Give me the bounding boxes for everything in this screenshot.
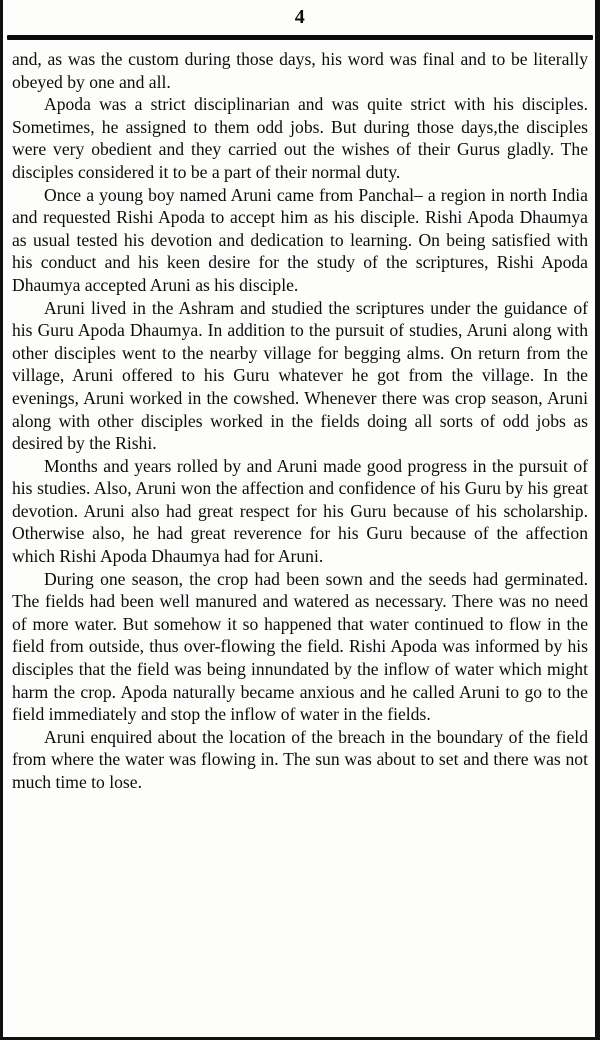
scan-edge-left [0,0,3,1040]
page-header [0,0,600,40]
body-text [0,40,600,794]
paragraph: and, as was the custom during those days, his word was final and to be literally obeyed by one and all. [12,49,588,92]
paragraph: Aruni lived in the Ashram and studied the scriptures under the guidance of his Guru Apoda Dhaumya. In addition to the pursuit of studies, Aruni along with other disciples went to the nearby village for begging alms. On return from the village, Aruni offered to his Guru whatever he got from the village. In the evenings, Aruni worked in the cowshed. Whenever there was crop season, Aruni along with other disciples worked in the fields doing all sorts of odd jobs as desired by the Rishi. [12,297,588,454]
paragraph: Apoda was a strict disciplinarian and was quite strict with his disciples. Sometimes, he assigned to them odd jobs. But during those days,the disciples were very obedient and they carried out the wishes of their Gurus gladly. The disciples considered it to be a part of their normal duty. [12,94,588,182]
paragraph: Once a young boy named Aruni came from Panchal– a region in north India and requested Rishi Apoda to accept him as his disciple. Rishi Apoda Dhaumya as usual tested his devotion and dedication to learning. On being satisfied with his conduct and his keen desire for the study of the scriptures, Rishi Apoda Dhaumya accepted Aruni as his disciple. [12,184,588,295]
paragraph: During one season, the crop had been sown and the seeds had germinated. The fields had been well manured and watered as necessary. There was no need of more water. But somehow it so happened that water continued to flow in the field from outside, thus over-flowing the field. Rishi Apoda was informed by his disciples that the field was being innundated by the inflow of water which might harm the crop. Apoda naturally became anxious and he called Aruni to go to the field immediately and stop the inflow of water in the fields. [12,568,588,725]
paragraph: Months and years rolled by and Aruni made good progress in the pursuit of his studies. Also, Aruni won the affection and confidence of his Guru by his great devotion. Aruni also had great respect for his Guru because of his scholarship. Otherwise also, he had great reverence for his Guru because of the affection which Rishi Apoda Dhaumya had for Aruni. [12,455,588,567]
paragraph: Aruni enquired about the location of the breach in the boundary of the field from where the water was flowing in. The sun was about to set and there was not much time to lose. [12,726,588,792]
scan-edge-right [595,0,600,1040]
page-number: 4 [294,6,306,28]
